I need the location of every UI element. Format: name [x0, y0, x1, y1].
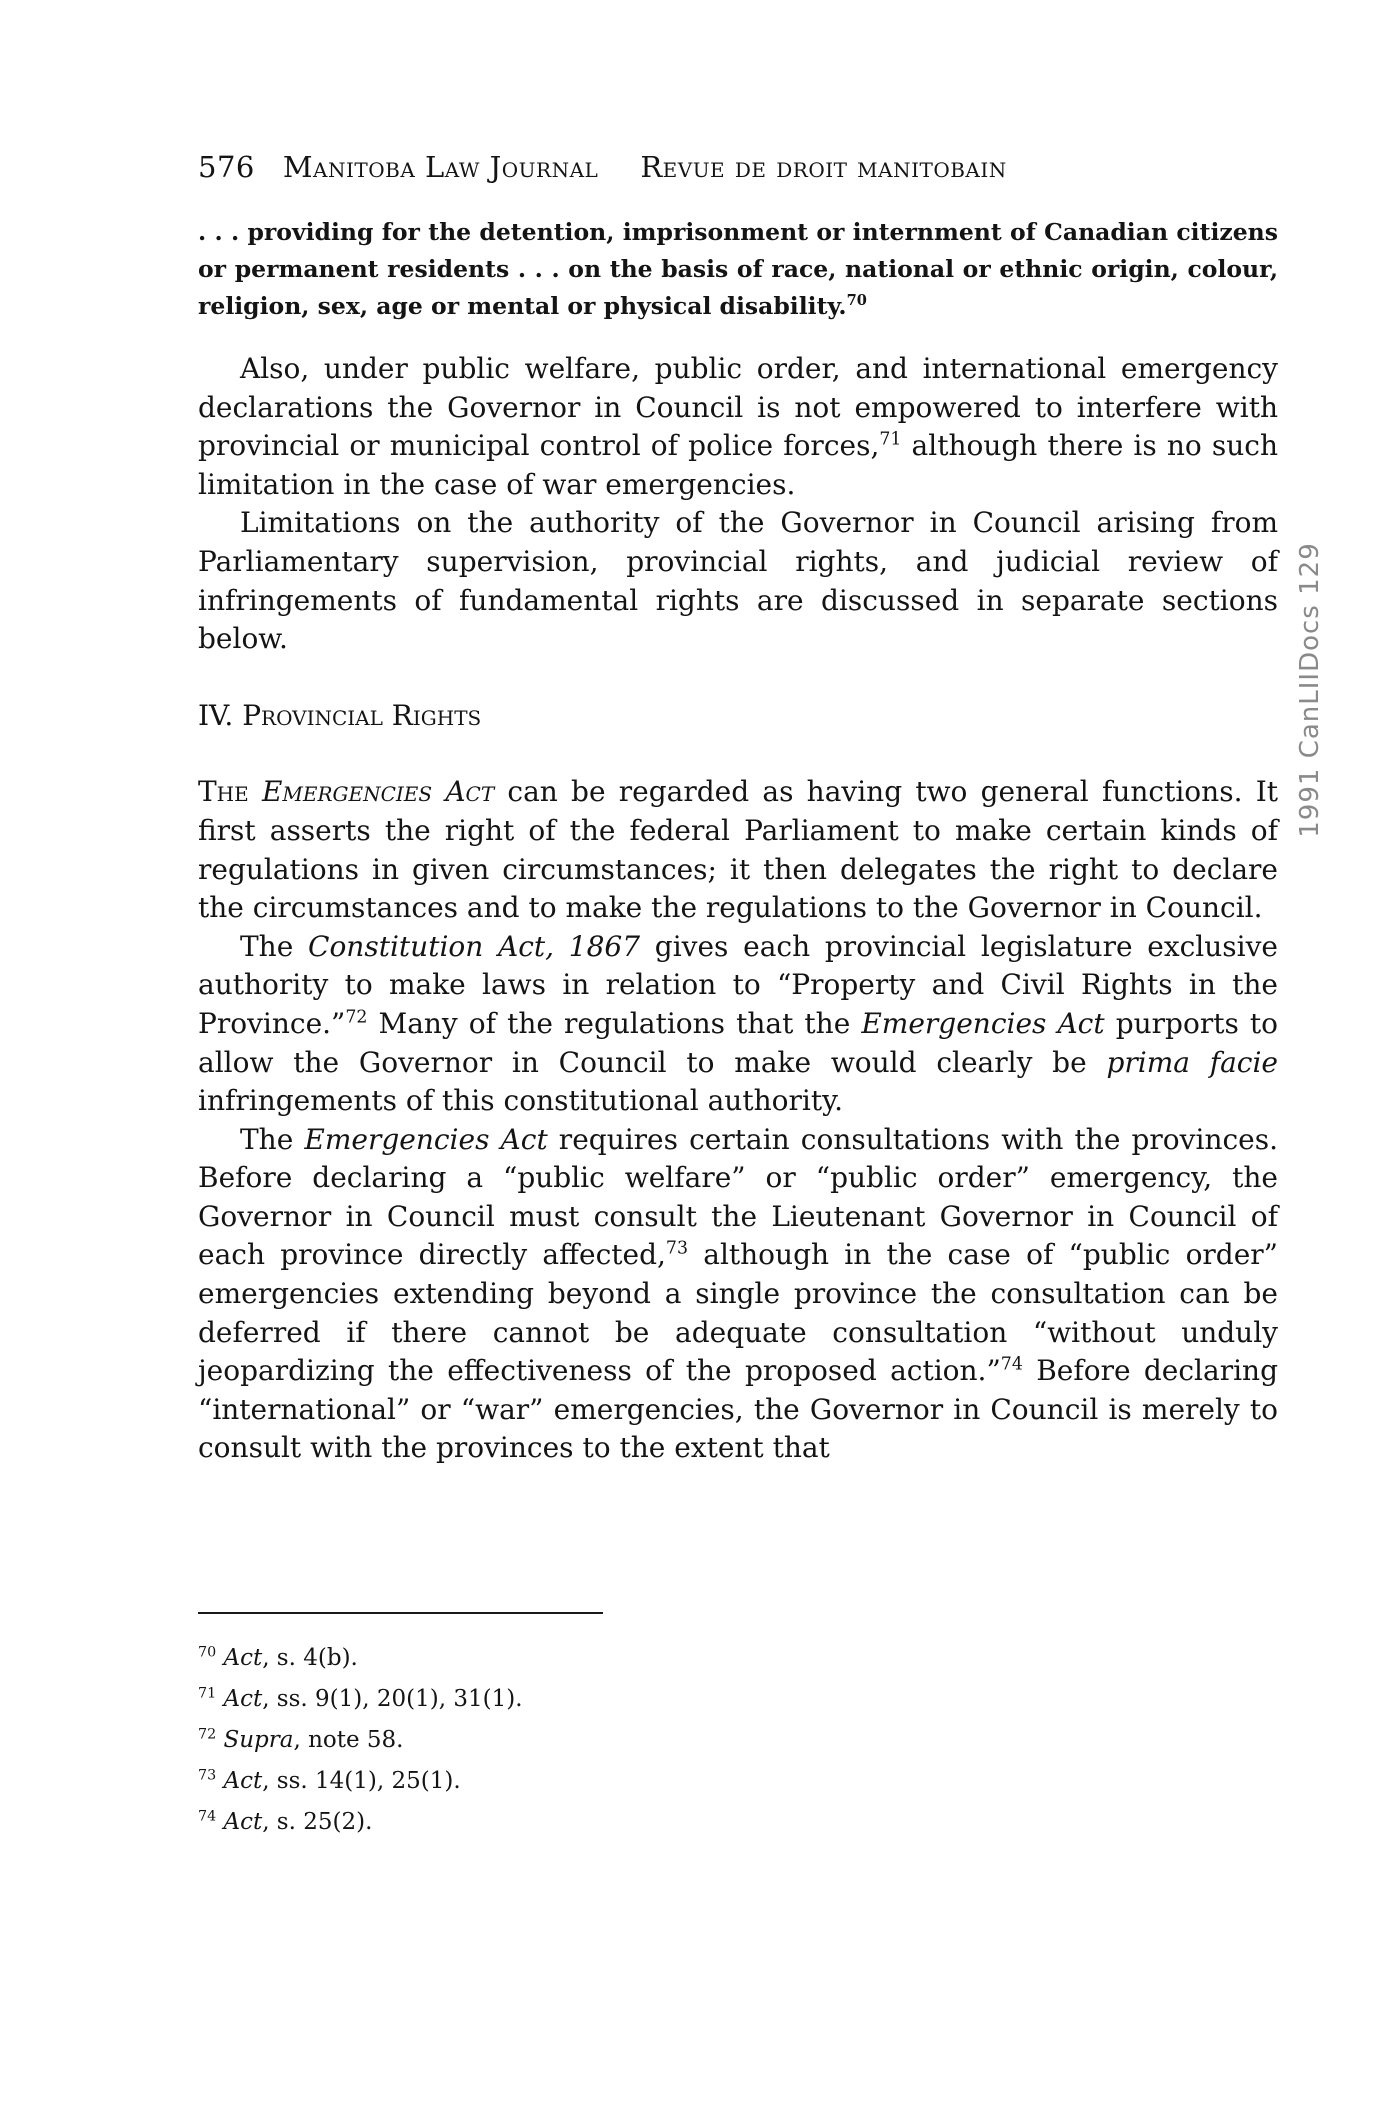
footnote-70: [198, 1638, 898, 1679]
journal-title-english: Manitoba Law Journal: [282, 150, 599, 184]
journal-title-french: Revue de droit manitobain: [640, 150, 1007, 184]
paragraph-3-act-name: Emergencies Act: [261, 775, 495, 809]
footnote-number: 71: [198, 1685, 217, 1702]
block-quote: [198, 214, 1278, 325]
main-text: [198, 350, 1278, 1468]
p5-a: The: [240, 1122, 305, 1156]
footnote-74: [198, 1802, 898, 1843]
paragraph-5: [198, 1121, 1278, 1468]
p5-c: requires certain consultations with the provinces. Before declaring a “public welfare” or “public order” emergency, the Governor in Council must consult the Lieutenant Governor in Council of each province directly affected,: [198, 1122, 1278, 1272]
p5-e: Before declaring “international” or “war” emergencies, the Governor in Council is merely to consult with the provinces to the extent that: [198, 1354, 1278, 1465]
footnote-ref-70: 70: [846, 292, 867, 310]
footnote-citation: , ss. 9(1), 20(1), 31(1).: [262, 1686, 523, 1712]
footnote-number: 73: [198, 1767, 217, 1784]
footnote-72: [198, 1720, 898, 1761]
footnote-source: Act: [223, 1768, 263, 1794]
quote-text: . . . providing for the detention, imprisonment or internment of Canadian citizens or permanent residents . . . on the basis of race, national or ethnic origin, colour, religion, sex, age or mental or physical disability.: [198, 218, 1278, 320]
footnote-separator: [198, 1612, 603, 1614]
paragraph-2: Limitations on the authority of the Governor in Council arising from Parliamentary supervision, provincial rights, and judicial review of infringements of fundamental rights are discussed in separate sections below.: [198, 506, 1278, 656]
footnotes: [198, 1638, 898, 1843]
page-number: 576: [198, 150, 255, 184]
p5-emergencies-act: Emergencies Act: [304, 1122, 548, 1156]
paragraph-3: [198, 773, 1278, 927]
paragraph-4: [198, 928, 1278, 1121]
footnote-ref-72: 72: [345, 1007, 368, 1028]
footnote-citation: , ss. 14(1), 25(1).: [262, 1768, 461, 1794]
footnote-source: Act: [223, 1809, 263, 1835]
p4-f: purports to allow the Governor in Council to make would clearly be: [198, 1006, 1278, 1079]
p5-d: although in the case of “public order” emergencies extending beyond a single province the consultation can be deferred if there cannot be adequate consultation “without unduly jeopardizing the effectiveness of the proposed action.”: [198, 1238, 1278, 1388]
footnote-number: 72: [198, 1726, 217, 1743]
footnote-71: [198, 1679, 898, 1720]
p4-constitution-act: Constitution Act, 1867: [308, 929, 641, 963]
footnote-ref-74: 74: [1000, 1354, 1023, 1375]
footnote-73: [198, 1761, 898, 1802]
paragraph-1-text-b: although there is no such limitation in the case of war emergencies.: [198, 429, 1278, 501]
watermark-text: 1991 CanLIIDocs 129: [1295, 542, 1325, 838]
footnote-source: Act: [223, 1686, 263, 1712]
footnote-number: 74: [198, 1808, 217, 1825]
p4-d: Many of the regulations that the: [367, 1006, 862, 1040]
section-heading: [198, 697, 1278, 736]
footnote-citation: , s. 25(2).: [262, 1809, 373, 1835]
p4-a: The: [240, 929, 309, 963]
p4-emergencies-act: Emergencies Act: [861, 1006, 1105, 1040]
footnote-citation: , note 58.: [293, 1727, 404, 1753]
footnote-source: Act: [223, 1645, 263, 1671]
paragraph-1: [198, 350, 1278, 504]
section-number: IV.: [198, 698, 243, 732]
p4-prima-facie: prima facie: [1106, 1045, 1279, 1079]
footnote-number: 70: [198, 1644, 217, 1661]
canlii-watermark: [1290, 520, 1330, 860]
section-title: Provincial Rights: [242, 698, 482, 732]
running-header: [198, 150, 1278, 184]
p4-h: infringements of this constitutional authority.: [198, 1084, 844, 1118]
footnote-ref-73: 73: [665, 1239, 689, 1260]
paragraph-3-lead: The: [198, 775, 262, 809]
footnote-source: Supra: [223, 1727, 294, 1753]
footnote-ref-71: 71: [879, 429, 902, 450]
footnote-citation: , s. 4(b).: [262, 1645, 358, 1671]
paragraph-3-text: can be regarded as having two general functions. It first asserts the right of the federal Parliament to make certain kinds of regulations in given circumstances; it then delegates the right to declare the circumstances and to make the regulations to the Governor in Council.: [198, 775, 1279, 925]
p4-c: gives each provincial legislature exclusive authority to make laws in relation to “Property and Civil Rights in the Province.”: [198, 929, 1278, 1040]
paragraph-1-text-a: Also, under public welfare, public order, and international emergency declarations the Governor in Council is not empowered to interfere with provincial or municipal control of police forces,: [198, 352, 1278, 463]
